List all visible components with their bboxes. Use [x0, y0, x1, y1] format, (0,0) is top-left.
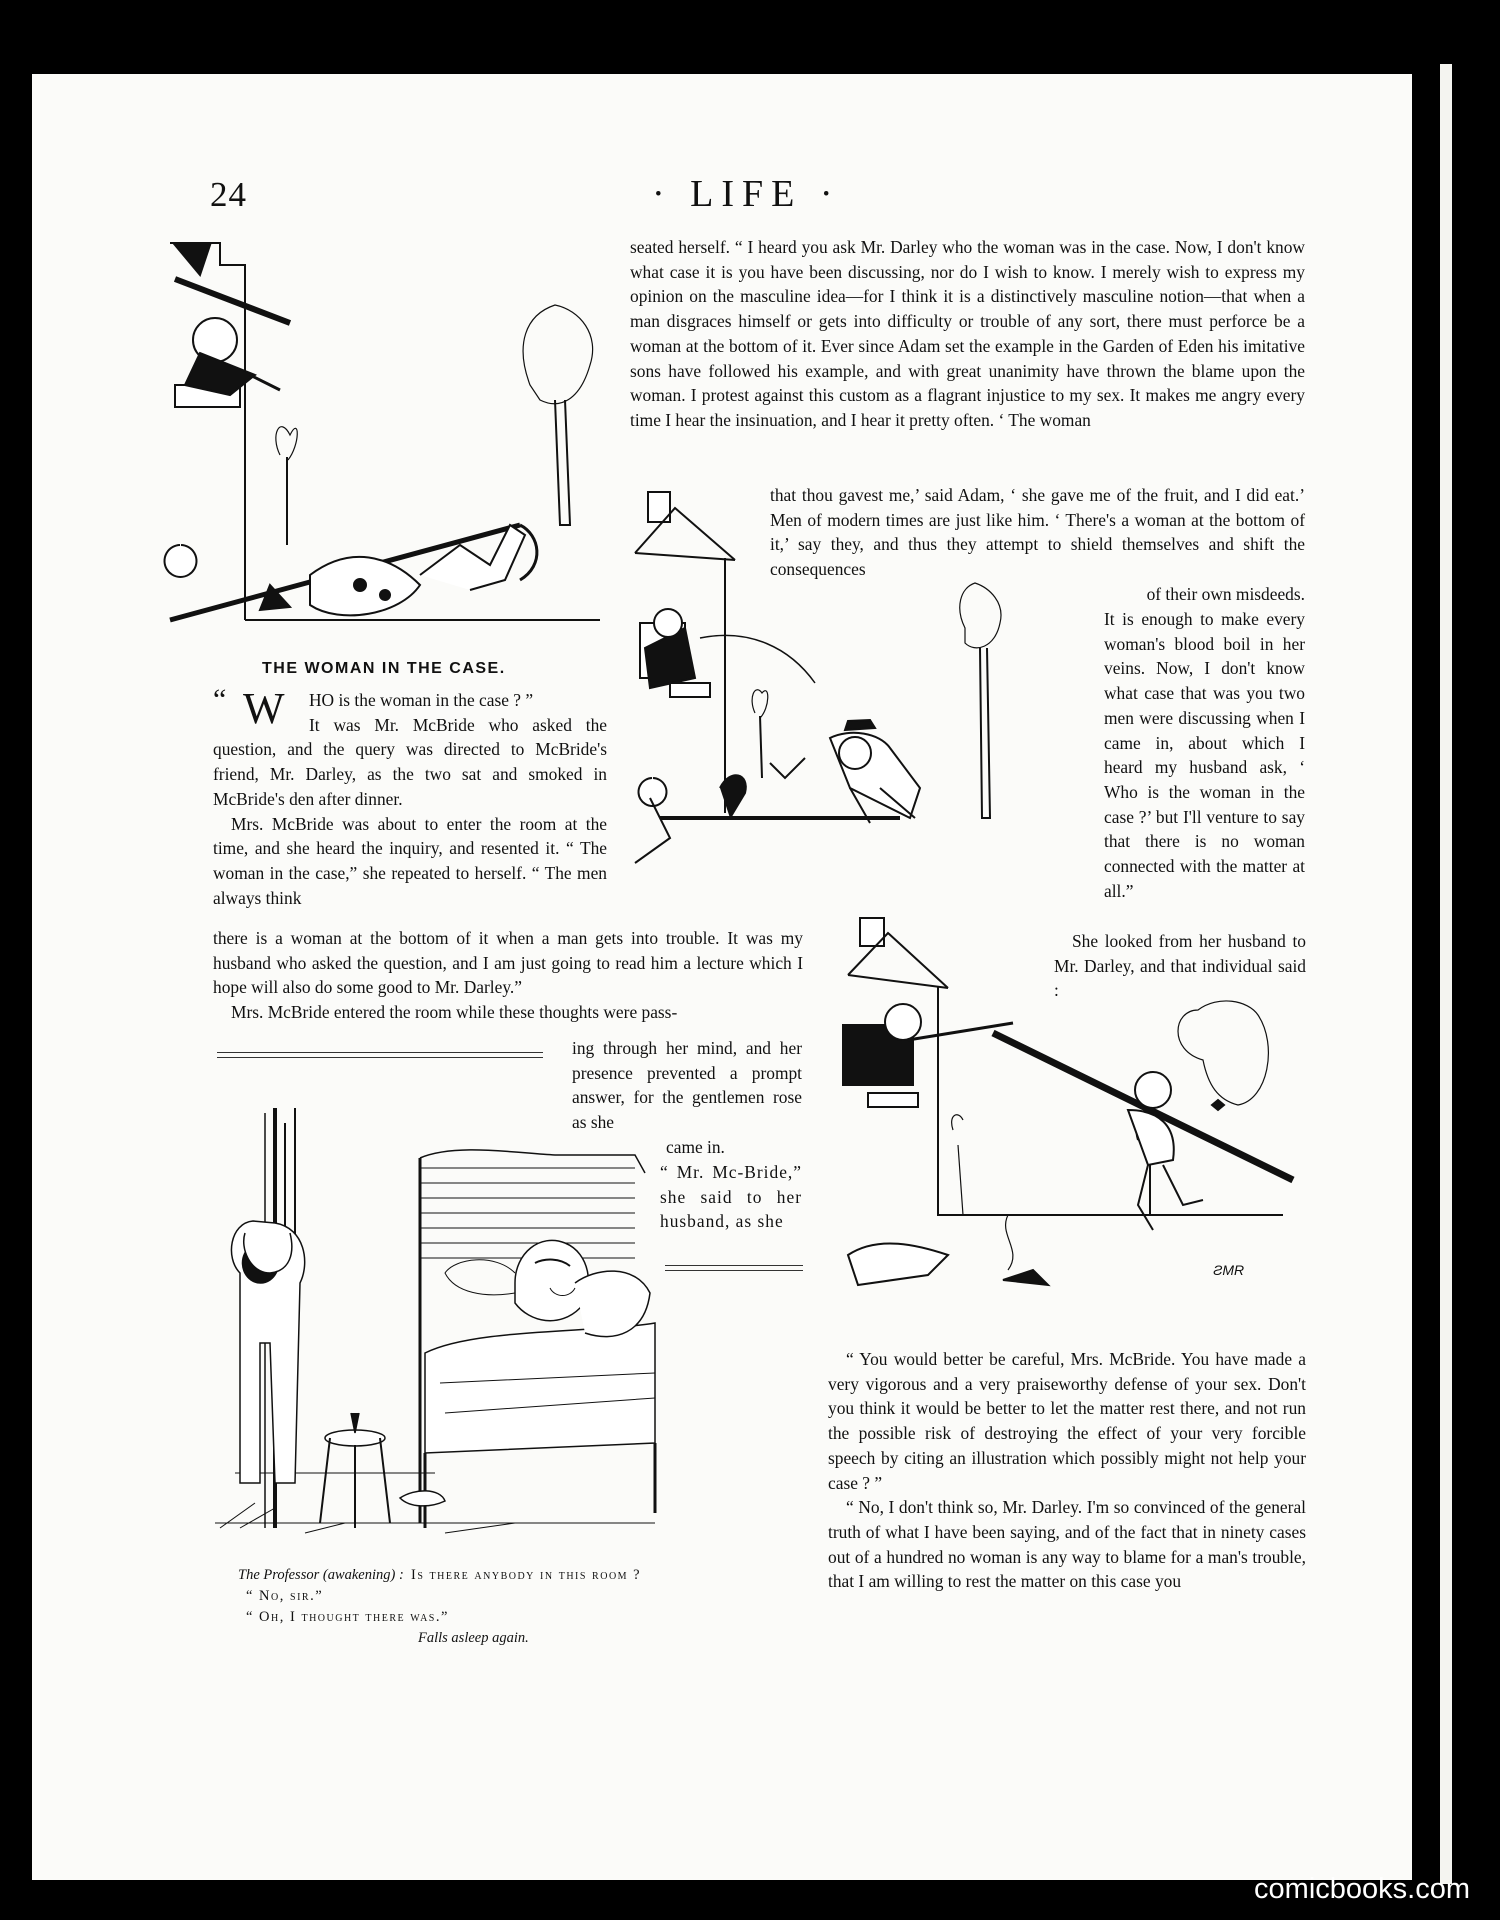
- scan-border-right: [1452, 60, 1500, 1890]
- article-column-narrow-3: She looked from her husband to Mr. Darley, and that individual said :: [1054, 931, 1306, 1001]
- cartoon-panel-2: [630, 488, 1070, 893]
- illustration-caption: The Professor (awakening) : Is there anybody in this room ? “ No, sir.” “ Oh, I thought there was.” Falls asleep again.: [238, 1567, 642, 1646]
- watermark: comicbooks.com: [1254, 1873, 1470, 1905]
- article-column-left-narrow: ing through her mind, and her presence prevented a prompt answer, for the gentlemen rose as she: [572, 1038, 802, 1133]
- cartoon-panel-1: [160, 235, 610, 630]
- cartoon-panel-3: [838, 915, 1298, 1310]
- article-column-right: “ You would better be careful, Mrs. McBride. You have made a very vigorous and a very praiseworthy defense of your sex. Don't you think it would be better to let the matter rest there, and not run the possible risk of destroying the effect of your very forcible speech by citing an illustration which possibly might not help your case ? ” “ No, I don't think so, Mr. Darley. I'm so convinced of the general truth of what I have been saying, and of the fact that in ninety cases out of a hundred no woman is any way to blame for a man's trouble, that I am willing to rest the matter on this case you: [828, 1349, 1306, 1592]
- next-page-edge: [1440, 64, 1452, 1884]
- cartoon-signature: ƧMR: [1213, 1262, 1245, 1278]
- scan-border: [1412, 60, 1440, 1890]
- divider-rule: [665, 1265, 803, 1266]
- drop-cap: W: [243, 684, 285, 733]
- page-number: 24: [210, 175, 247, 214]
- article-column-left-narrow-3: “ Mr. Mc-Bride,” she said to her husband, as she: [660, 1162, 802, 1232]
- divider-rule: [217, 1052, 543, 1053]
- divider-rule: [665, 1270, 803, 1271]
- article-column-left: “ W HO is the woman in the case ? ” It was Mr. McBride who asked the question, and the query was directed to McBride's friend, Mr. Darley, as the two sat and smoked in McBride's den after dinner. Mrs. McBride was about to enter the room at the time, and she heard the inquiry, and resented it. “ The woman in the case,” she repeated to herself. “ The men always think: [213, 683, 607, 908]
- article-column-narrow-2: It is enough to make every woman's blood boil in her veins. Now, I don't know what case that was you two men were discussing when I came in, about which I heard my husband ask, ‘ Who is the woman in the case ?’ but I'll venture to say that there is no woman connected with the matter at all.”: [1104, 609, 1305, 901]
- article-column-mid: that thou gavest me,’ said Adam, ‘ she gave me of the fruit, and I did eat.’ Men of modern times are just like him. ‘ There's a woman at the bottom of it,’ say they, and thus they attempt to shield themselves and shift the consequences: [770, 485, 1305, 580]
- article-title: THE WOMAN IN THE CASE.: [262, 660, 506, 677]
- article-column-left-wide: there is a woman at the bottom of it when a man gets into trouble. It was my husband who asked the question, and I am just going to read him a lecture which I hope will also do some good to Mr. Darley.” Mrs. McBride entered the room while these thoughts were pass-: [213, 928, 803, 1023]
- article-column-left-narrow-2: came in.: [666, 1137, 725, 1157]
- opening-quote: “: [213, 683, 227, 716]
- bedroom-drawing: [215, 1083, 655, 1543]
- divider-rule: [217, 1057, 543, 1058]
- article-column-narrow-1: of their own misdeeds.: [1146, 584, 1305, 604]
- masthead: · LIFE ·: [652, 173, 841, 215]
- article-column-top: seated herself. “ I heard you ask Mr. Darley who the woman was in the case. Now, I don't know what case it is you have been discussing, nor do I wish to know. I merely wish to express my opinion on the masculine idea—for I think it is a distinctively masculine notion—that when a man disgraces himself or gets into difficulty or trouble of any sort, there must perforce be a woman at the bottom of it. Ever since Adam set the example in the Garden of Eden his imitative sons have followed his example, and with great unanimity have thrown the blame upon the woman. I protest against this custom as a flagrant injustice to my sex. It makes me angry every time I hear the insinuation, and I hear it pretty often. ‘ The woman: [630, 237, 1305, 430]
